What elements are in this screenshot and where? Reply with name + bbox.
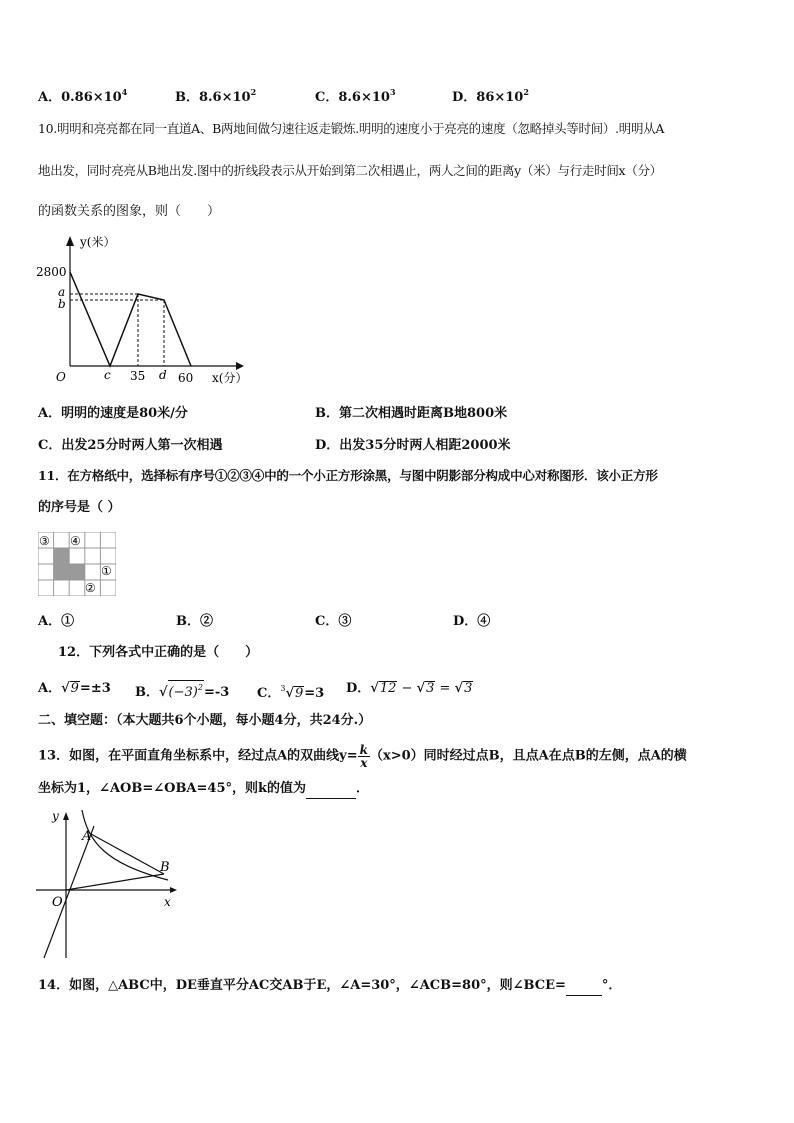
- line-oa: [44, 826, 94, 958]
- q11-line-2: 的序号是（ ）: [38, 500, 121, 515]
- tick-c: c: [104, 368, 111, 382]
- y-axis-arrow-icon: [63, 812, 69, 820]
- shaded-cell-1: [54, 548, 70, 564]
- point-a-label: A: [82, 829, 92, 844]
- line-ab: [91, 834, 164, 874]
- q9-option-c: C．$8.6\times 10^3$: [315, 87, 396, 105]
- origin-label: O: [52, 895, 63, 910]
- q13-coordinate-figure: [36, 808, 186, 960]
- distance-polyline: [70, 272, 191, 366]
- origin-label: O: [56, 370, 66, 384]
- shaded-cell-2: [54, 564, 70, 580]
- q12-option-b: B．$√(-3)^2=-3$: [135, 680, 229, 702]
- hyperbola-fraction: $\frac{k}{x}$: [359, 743, 368, 770]
- tick-35: 35: [130, 369, 146, 383]
- q9-option-b: B．$8.6\times 10^2$: [175, 87, 257, 105]
- q12-stem: 12．下列各式中正确的是（ ）: [58, 645, 259, 660]
- q9-option-d: D．$86\times 10^2$: [452, 87, 529, 105]
- q11-option-c: C．③: [315, 614, 352, 629]
- q10-option-c: C．出发25分时两人第一次相遇: [38, 438, 223, 453]
- q12-option-c: C．$^3$√9=3: [257, 684, 325, 701]
- answer-blank[interactable]: [566, 977, 602, 996]
- q12-option-d: D．√12 − √3 = √3: [346, 681, 473, 696]
- grid-label-2: ②: [85, 581, 96, 595]
- q11-option-b: B．②: [176, 614, 213, 629]
- tick-a: a: [58, 285, 66, 299]
- q13-line-1: 13．如图，在平面直角坐标系中，经过点A的双曲线y= $\frac{k}{x}$ （x>0）同时经过点B，且点A在点B的左侧，点A的横: [38, 743, 687, 770]
- y-axis-arrow-icon: [66, 236, 74, 246]
- grid-label-4: ④: [70, 534, 81, 548]
- x-label: x: [164, 895, 171, 909]
- section-title-fill-in: 二、填空题：（本大题共6个小题，每小题4分，共24分.）: [38, 713, 372, 728]
- q10-option-a: A．明明的速度是80米/分: [38, 406, 188, 421]
- grid-label-1: ①: [101, 564, 112, 578]
- q10-option-d: D．出发35分时两人相距2000米: [315, 438, 511, 453]
- y-label: y: [52, 809, 59, 823]
- q11-option-a: A．①: [38, 614, 75, 629]
- q13-line-2: 坐标为1，∠AOB=∠OBA=45°，则k的值为 ．: [38, 780, 369, 799]
- q10-distance-time-graph: [36, 232, 256, 390]
- answer-blank[interactable]: [306, 780, 356, 799]
- x-axis-arrow-icon: [236, 362, 244, 370]
- tick-60: 60: [178, 371, 194, 385]
- q10-option-b: B．第二次相遇时距离B地800米: [315, 406, 508, 421]
- q11-grid-figure: [38, 532, 116, 596]
- line-ob: [66, 874, 164, 890]
- point-b-label: B: [160, 860, 170, 875]
- tick-d: d: [159, 368, 167, 382]
- q14-line: 14．如图，△ABC中，DE垂直平分AC交AB于E，∠A=30°，∠ACB=80°，则∠BCE= °．: [38, 977, 621, 996]
- shaded-cell-3: [69, 564, 85, 580]
- tick-2800: 2800: [36, 265, 67, 279]
- q11-line-1: 11．在方格纸中，选择标有序号①②③④中的一个小正方形涂黑，与图中阴影部分构成中心对称图形．该小正方形: [38, 468, 658, 483]
- x-axis-label: x(分）: [212, 371, 248, 385]
- q10-line-2: 地出发，同时亮亮从B地出发.图中的折线段表示从开始到第二次相遇止，两人之间的距离y（米）与行走时间x（分）: [38, 163, 662, 178]
- y-axis-label: y(米）: [80, 235, 116, 249]
- grid-label-3: ③: [39, 534, 50, 548]
- q9-option-a: A．$0.86\times 10^4$: [38, 87, 128, 105]
- q10-line-1: 10.明明和亮亮都在同一直道A、B两地间做匀速往返走锻炼.明明的速度小于亮亮的速度（忽略掉头等时间）.明明从A: [38, 121, 665, 136]
- tick-b: b: [58, 297, 66, 311]
- q12-option-a: A．√9=±3: [38, 681, 111, 696]
- x-axis-arrow-icon: [170, 887, 177, 893]
- q10-line-3: 的函数关系的图象，则（ ）: [38, 204, 221, 219]
- q11-option-d: D．④: [453, 614, 491, 629]
